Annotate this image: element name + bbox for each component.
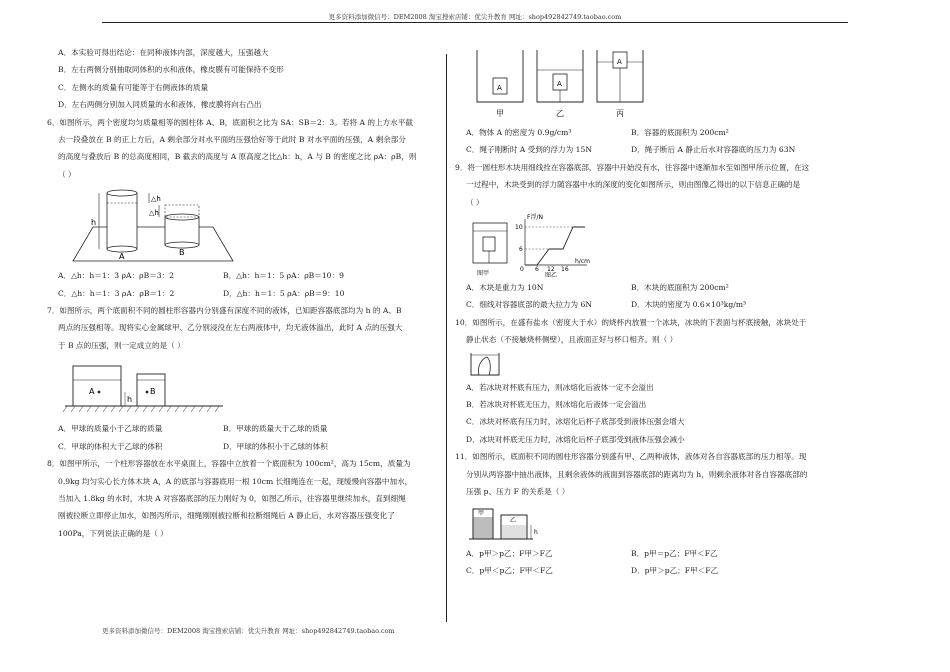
q8-stem-line: 8．如图甲所示，一个柱形容器放在水平桌面上，容器中立放着一个底面积为 100cm²，高为 15cm，质量为 <box>47 459 411 469</box>
q6-fig-label: △h <box>151 195 161 204</box>
q9-graph-diagram <box>469 213 609 277</box>
q10-stem-line: 静止状态（不接触烧杯侧壁），且液面正好与杯口相齐。则（ ） <box>466 335 678 345</box>
header-divider <box>102 22 848 23</box>
q10-stem-line: 10．如图所示，在盛有盐水（密度大于水）的烧杯内放置一个冰块，冰块的下表面与杯底接触，冰块处于 <box>455 317 807 327</box>
q9-options-row <box>455 296 860 313</box>
q11-options-row <box>455 545 860 562</box>
q11-figure <box>455 503 860 543</box>
right-column <box>455 44 860 579</box>
q9-fig-label: 6 <box>519 246 523 254</box>
q7-stem-line: 于 B 点的压强，则一定成立的是（ ） <box>58 340 185 350</box>
q7-option-b: B．甲球的质量大于乙球的质量 <box>223 424 328 434</box>
q7-stem-line: 两点的压强相等。现将实心金属球甲、乙分别浸没在左右两液体中，均无液体溢出，此时 A 点的压强大 <box>58 323 403 333</box>
q9-fig-label: 10 <box>515 224 523 232</box>
q8-stem-line: 0.9kg 均匀实心长方体木块 A，A 的底部与容器底用一根 10cm 长细绳连在一起，现缓慢向容器中加水， <box>58 476 413 486</box>
q6-stem-line: 去一段叠放在 B 的正上方后，A 剩余部分对水平面的压强恰好等于此时 B 对水平面的压强，A 剩余部分 <box>58 135 406 145</box>
q6-options-row <box>47 285 442 302</box>
q5-option-a: A．本实验可得出结论：在同种液体内部，深度越大，压强越大 <box>58 48 269 57</box>
q9-fig-label: F浮/N <box>527 214 543 222</box>
q7-figure <box>47 356 442 418</box>
q6-options-row <box>47 267 442 284</box>
q6-fig-label: △h <box>149 209 159 218</box>
q7-stem-line: 7．如图所示，两个底面积不同的圆柱形容器内分别盛有深度不同的液体，已知距容器底部均为 h 的 A、B <box>47 306 402 316</box>
q9-options-row <box>455 279 860 296</box>
q6-option-b: B．△h：h＝1：5 ρA：ρB＝10：9 <box>223 271 344 281</box>
q9-fig-label: h/cm <box>575 258 590 266</box>
q7-option-a: A．甲球的质量小于乙球的质量 <box>58 424 163 434</box>
q9-fig-label: 12 <box>547 266 555 274</box>
q10-option-b: B．若冰块对杯底无压力，则冰熔化后液体一定会溢出 <box>466 400 647 410</box>
q7-option-c: C．甲球的体积大于乙球的体积 <box>58 441 163 451</box>
q11-fig-label: 乙 <box>510 516 517 524</box>
q7-fig-label: B <box>150 387 156 397</box>
q6-stem-line: 6．如图所示，两个密度均匀质量相等的圆柱体 A、B，底面积之比为 SA：SB＝2：3。若将 A 的上方水平截 <box>47 117 413 127</box>
page-header: 更多资料添加微信号：DEM2008 淘宝搜索店铺：优尖升教育 网址：shop492842749.taobao.com <box>328 13 622 21</box>
q10-figure <box>455 351 860 377</box>
q9-stem-line: 一过程中，木块受到的浮力随容器中水的深度的变化如图所示，则由图像乙得出的以下信息正确的是 <box>466 180 801 190</box>
q8-stem-line: 100Pa，下列说法正确的是（ ） <box>58 528 168 538</box>
q7-options-row <box>47 438 442 455</box>
q8-option-b: B．容器的底面积为 200cm² <box>631 128 729 137</box>
q11-fig-label: h <box>534 528 538 536</box>
q9-fig-label: 图甲 <box>477 270 490 278</box>
q9-fig-label: 图乙 <box>545 272 558 278</box>
q9-stem-line: （ ） <box>466 197 484 207</box>
q11-stem-line: 压强 p、压力 F 的关系是（ ） <box>466 487 570 497</box>
q6-fig-label: A <box>119 252 125 262</box>
q10-option-a: A．若冰块对杯底有压力，则冰熔化后液体一定不会溢出 <box>466 382 654 392</box>
q9-fig-label: 0 <box>520 266 524 274</box>
page-footer: 更多资料添加微信号：DEM2008 淘宝搜索店铺：优尖升教育 网址：shop492842749.taobao.com <box>102 627 395 635</box>
q11-option-b: B．p甲＝p乙；F甲＜F乙 <box>631 548 718 558</box>
q8-fig-label: A <box>497 84 502 92</box>
q9-fig-label: 16 <box>561 266 569 274</box>
q7-option-d: D．甲球的体积小于乙球的体积 <box>223 441 328 451</box>
q11-option-a: A．p甲＞p乙；F甲＞F乙 <box>466 548 553 558</box>
q8-option-a: A．物体 A 的密度为 0.9g/cm³ <box>466 128 572 137</box>
q9-option-c: C．细线对容器底部的最大拉力为 6N <box>466 300 593 310</box>
q9-fig-label: 6 <box>535 266 539 274</box>
column-divider <box>446 54 447 622</box>
q7-options-row <box>47 420 442 437</box>
q5-option-b: B．左右两侧分别抽取同体积的水和液体，橡皮膜有可能保持不变形 <box>58 65 284 75</box>
q6-fig-label: B <box>179 248 185 258</box>
left-column <box>47 44 442 542</box>
q11-stem-line: 分别从两容器中抽出液体，且剩余液体的液面到容器底部的距离均为 h，则剩余液体对各自容器底部的 <box>466 469 808 479</box>
q8-figure <box>455 44 860 122</box>
q8-options-row <box>455 124 860 141</box>
q7-fig-label: h <box>127 395 133 405</box>
q6-stem-line: （ ） <box>58 169 76 179</box>
q8-fig-label: 丙 <box>616 109 624 118</box>
q8-fig-label: A <box>557 80 562 88</box>
q10-option-c: C．冰块对杯底有压力时，冰熔化后杯子底部受到液体压强会增大 <box>466 417 685 427</box>
q8-stem-line: 当加入 1.8kg 的水时，木块 A 对容器底部的压力刚好为 0，如图乙所示，往容器里继续加水，直到细绳 <box>58 493 406 503</box>
q8-options-row <box>455 141 860 158</box>
q11-fig-label: 甲 <box>478 509 485 517</box>
q8-fig-label: 甲 <box>496 109 504 118</box>
q6-fig-label: h <box>91 218 97 228</box>
q11-options-row <box>455 562 860 579</box>
q6-option-d: D．△h：h＝1：5 ρA：ρB＝9：10 <box>223 288 345 298</box>
q11-stem-line: 11．如图所示，底面积不同的圆柱形容器分别盛有甲、乙两种液体，液体对各自容器底部的压力相等。现 <box>455 452 807 462</box>
q7-containers-diagram <box>61 356 231 418</box>
q7-fig-label: A <box>89 387 95 397</box>
q9-option-b: B．木块的底面积为 200cm² <box>631 283 729 293</box>
q6-figure <box>47 185 442 265</box>
q6-option-a: A．△h：h＝1：3 ρA：ρB＝3：2 <box>58 271 174 281</box>
q9-figure <box>455 213 860 277</box>
q8-option-d: D．绳子断后 A 静止后水对容器底的压力为 63N <box>631 145 796 155</box>
q6-cylinders-diagram <box>61 185 241 265</box>
q11-option-d: D．p甲＞p乙；F甲＜F乙 <box>631 565 719 575</box>
q8-containers-diagram <box>473 44 673 122</box>
q8-option-c: C．绳子刚断时 A 受到的浮力为 15N <box>466 145 592 155</box>
q5-option-d: D．左右两侧分别加入同质量的水和液体，橡皮膜将向右凸出 <box>58 100 262 110</box>
q9-stem-line: 9．将一圆柱形木块用细线拴在容器底部，容器中开始没有水，往容器中逐渐加水至如图甲所示位置，在这 <box>455 162 810 172</box>
q9-option-a: A．木块是重力为 10N <box>466 283 544 293</box>
q8-fig-label: A <box>617 58 622 66</box>
q9-option-d: D．木块的密度为 0.6×10³kg/m³ <box>631 300 747 310</box>
q6-stem-line: 的高度与叠放后 B 的总高度相同，B 截去的高度与 A 原高度之比△h：h，A 与 B 的密度之比 ρA：ρB，则 <box>58 152 417 162</box>
q8-fig-label: 乙 <box>556 109 564 118</box>
q10-beaker-ice-diagram <box>469 351 529 377</box>
q11-option-c: C．p甲＜p乙；F甲＜F乙 <box>466 565 553 575</box>
q5-option-c: C．左侧水的质量有可能等于右侧液体的质量 <box>58 82 209 92</box>
q8-stem-line: 刚被拉断立即停止加水，如图丙所示，细绳刚刚被拉断和拉断细绳后 A 静止后，水对容器压强变化了 <box>58 511 395 521</box>
q11-containers-diagram <box>469 503 549 543</box>
q6-option-c: C．△h：h＝1：3 ρA：ρB＝1：2 <box>58 288 175 298</box>
q10-option-d: D．冰块对杯底无压力时，冰熔化后杯子底部受到液体压强会减小 <box>466 434 685 444</box>
